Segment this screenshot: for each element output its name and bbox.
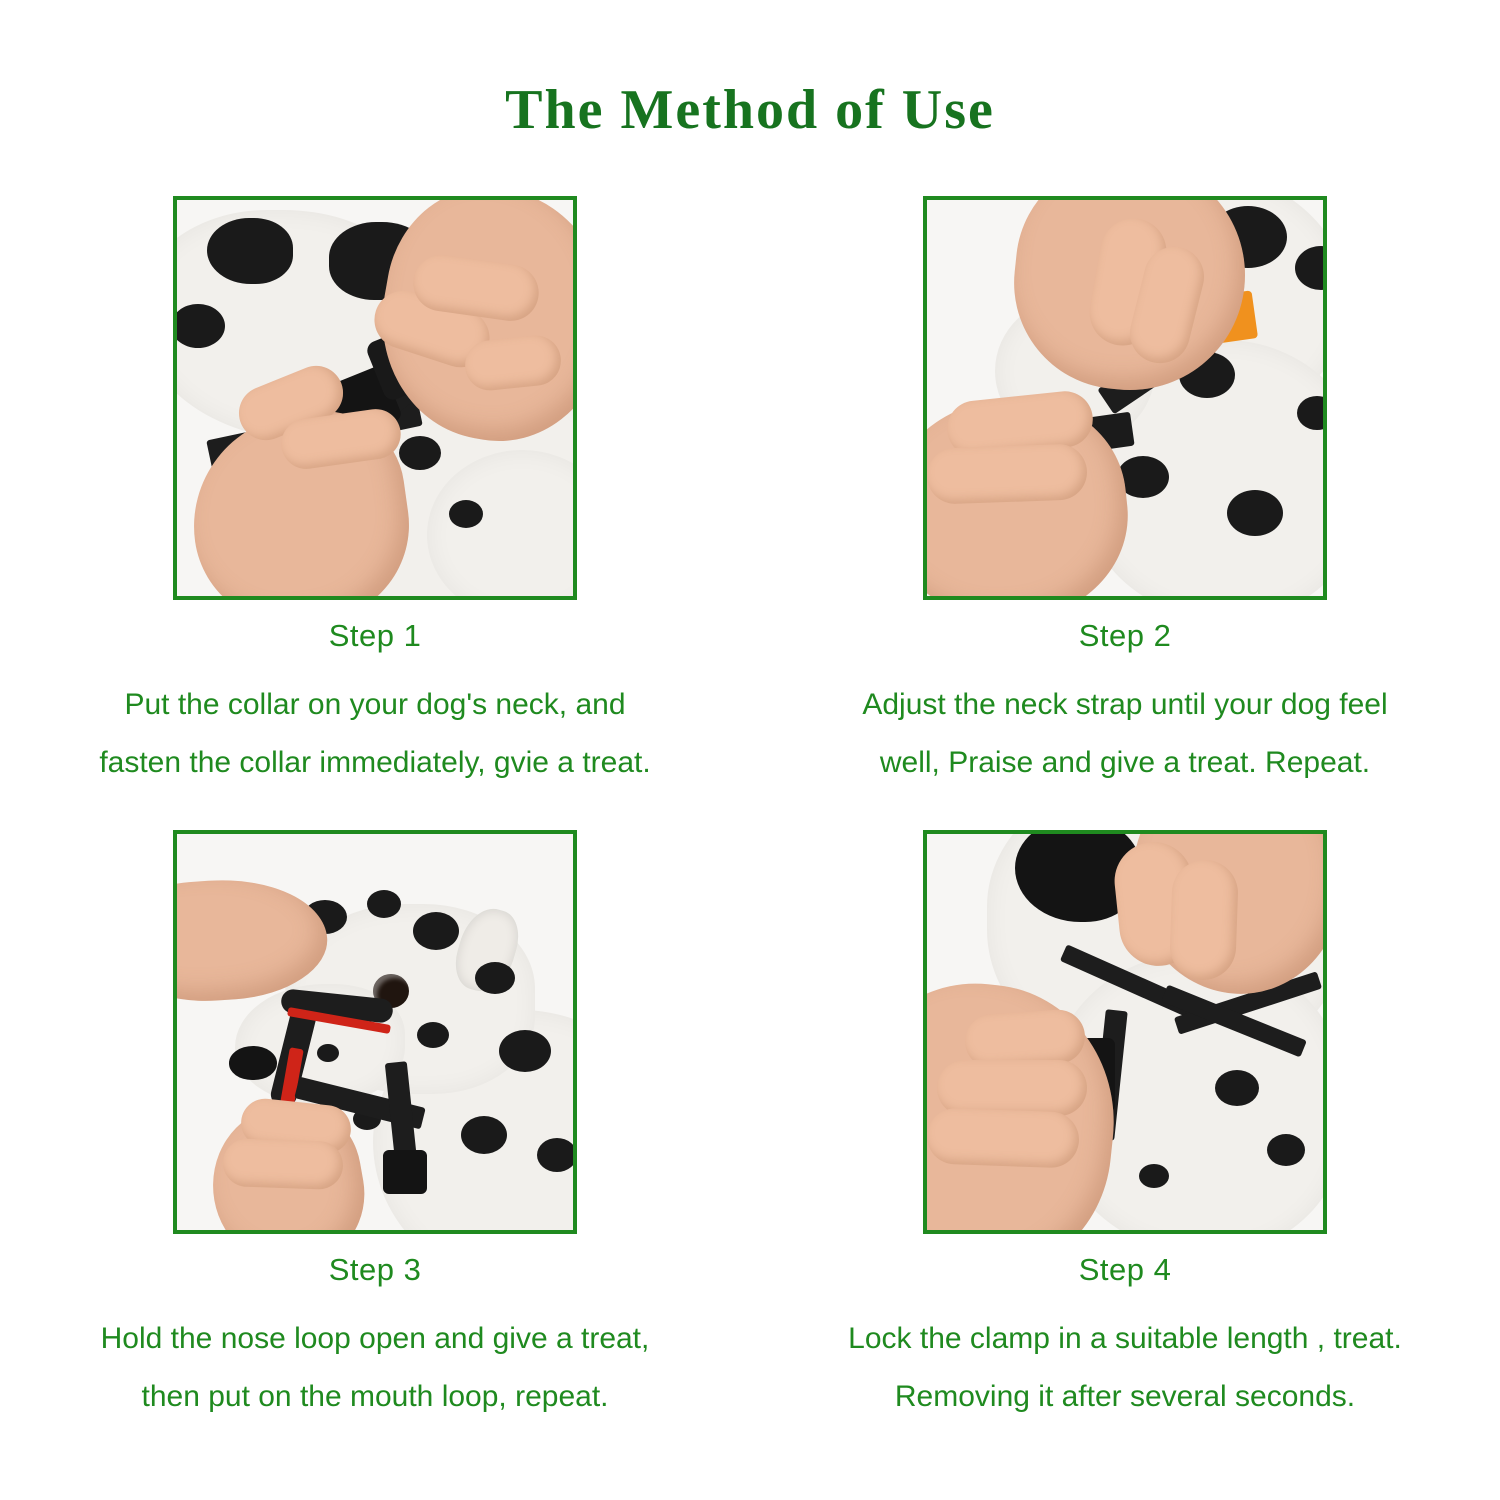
step-2-image bbox=[923, 196, 1327, 600]
step-1-caption bbox=[55, 676, 695, 792]
step-2-caption-line-2: well, Praise and give a treat. Repeat. bbox=[879, 746, 1371, 779]
step-4-caption bbox=[805, 1310, 1445, 1426]
step-card-3 bbox=[0, 830, 750, 1426]
step-3-caption bbox=[55, 1310, 695, 1426]
step-2-caption-line-1: Adjust the neck strap until your dog feel bbox=[862, 688, 1388, 721]
step-1-label: Step 1 bbox=[328, 618, 422, 653]
steps-row-2 bbox=[0, 830, 1500, 1426]
step-4-caption-line-2: Removing it after several seconds. bbox=[894, 1380, 1356, 1413]
step-4-caption-line-1: Lock the clamp in a suitable length , treat. bbox=[848, 1322, 1402, 1355]
step-2-caption bbox=[805, 676, 1445, 792]
step-4-image bbox=[923, 830, 1327, 1234]
step-2-label: Step 2 bbox=[1078, 618, 1172, 653]
steps-row-1 bbox=[0, 196, 1500, 792]
step-1-caption-line-2: fasten the collar immediately, gvie a treat. bbox=[99, 746, 651, 779]
step-3-caption-line-1: Hold the nose loop open and give a treat, bbox=[100, 1322, 650, 1355]
page-title: The Method of Use bbox=[505, 79, 995, 141]
step-4-label: Step 4 bbox=[1078, 1252, 1172, 1287]
steps-grid bbox=[0, 196, 1500, 1426]
step-1-image bbox=[173, 196, 577, 600]
step-3-caption-line-2: then put on the mouth loop, repeat. bbox=[141, 1380, 609, 1413]
step-card-4 bbox=[750, 830, 1500, 1426]
step-3-image bbox=[173, 830, 577, 1234]
step-card-1 bbox=[0, 196, 750, 792]
step-1-caption-line-1: Put the collar on your dog's neck, and bbox=[124, 688, 626, 721]
step-card-2 bbox=[750, 196, 1500, 792]
step-3-label: Step 3 bbox=[328, 1252, 422, 1287]
